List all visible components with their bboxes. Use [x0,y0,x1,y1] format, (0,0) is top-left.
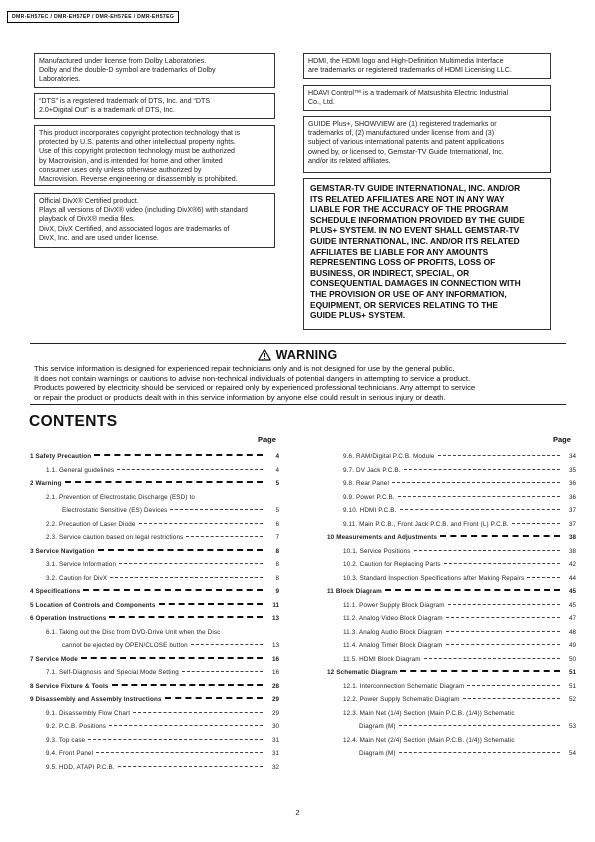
toc-entry[interactable] [30,628,279,642]
toc-entry-title: 12.3. Main Net (1/4) Section (Main P.C.B. (1/4)) Schematic [343,709,515,717]
toc-entry-page: 44 [568,574,576,582]
dot-leader [467,685,560,686]
dot-leader [81,657,263,659]
toc-entry-title: 11.3. Analog Audio Block Diagram [343,628,443,636]
toc-entry-page: 5 [275,480,279,487]
toc-entry-title: Diagram (M) [359,723,396,730]
disclaimer-line: GUIDE PLUS+ SYSTEM. [310,310,406,321]
dot-leader [117,469,263,470]
toc-entry-title: cannot be ejected by OPEN/CLOSE button [62,642,188,649]
toc-entry-title: 12 Schematic Diagram [327,669,398,676]
page-number: 2 [295,808,300,817]
macrovision-notice [34,125,275,186]
toc-entry-title: 7.1. Self-Diagnosis and Special Mode Setting [46,669,179,676]
dot-leader [438,455,560,456]
toc-entry[interactable] [327,628,576,642]
toc-entry[interactable] [30,560,279,574]
notice-line: Laboratories. [39,75,81,84]
toc-entry-title: 9.10. HDMI P.C.B. [343,507,397,514]
toc-entry-title: Electrostatic Sensitive (ES) Devices [62,507,168,514]
toc-entry[interactable] [327,614,576,628]
warning-line: This service information is designed for experienced repair technicians only and is not designed for use by the general public. [34,364,455,373]
toc-entry-page: 34 [568,453,576,460]
model-code-header: DMR-EH57EC / DMR-EH57EP / DMR-EH57EE / DMR-EH57EG [7,11,179,23]
toc-entry[interactable] [327,587,576,601]
toc-entry-title: 11.4. Analog Timer Block Diagram [343,642,443,649]
toc-entry-page: 16 [271,669,279,676]
gemstar-disclaimer [303,178,551,330]
toc-entry[interactable] [327,506,576,520]
contents-title: CONTENTS [29,413,118,430]
toc-entry-title: 9.2. P.C.B. Positions [46,723,107,730]
toc-entry[interactable] [327,533,576,547]
toc-entry-title: 9.11. Main P.C.B., Front Jack P.C.B. and Front (L) P.C.B. [343,520,509,528]
toc-entry-title: 11.1. Power Supply Block Diagram [343,601,445,609]
toc-entry-page: 49 [568,642,576,649]
toc-entry-title: 9.6. RAM/Digital P.C.B. Module [343,453,435,460]
warning-line: Products powered by electricity should be serviced or repaired only by experienced professional technicians. Any attempt to service [34,383,476,393]
toc-left-column [30,452,279,776]
toc-entry-title: 8 Service Fixture & Tools [30,682,109,690]
toc-entry-title: 9.4. Front Panel [46,750,94,757]
toc-entry[interactable] [30,452,279,466]
toc-entry-title: 2.2. Precaution of Laser Diode [46,520,136,528]
warning-text [34,364,566,402]
dot-leader [385,589,560,591]
toc-entry-title: 6 Operation Instructions [30,615,107,622]
dot-leader [463,698,560,699]
toc-entry-title: 12.2. Power Supply Schematic Diagram [343,696,460,703]
toc-entry-page: 45 [568,588,576,595]
notice-line: GUIDE Plus+, SHOWVIEW are (1) registered trademarks or [308,120,497,128]
toc-entry[interactable] [30,547,279,561]
toc-entry[interactable] [30,533,279,547]
notice-line: Macrovision. Reverse engineering or disassembly is prohibited. [39,175,238,184]
toc-entry-page: 51 [568,669,576,676]
dot-leader [88,739,263,740]
page-column-header-right: Page [553,435,571,444]
toc-entry[interactable] [30,520,279,534]
dot-leader [400,509,560,510]
dot-leader [444,563,560,564]
toc-entry-page: 8 [275,574,279,582]
warning-top-rule [30,343,566,344]
toc-entry[interactable] [30,709,279,723]
toc-entry[interactable] [327,466,576,480]
toc-entry[interactable] [327,695,576,709]
toc-entry[interactable] [327,682,576,696]
toc-entry-title: 9.1. Disassembly Flow Chart [46,709,131,717]
toc-entry-page: 31 [271,736,279,744]
toc-entry[interactable] [30,506,279,520]
notice-line: HDAVI Control™ is a trademark of Matsushita Electric Industrial [308,89,509,97]
toc-entry-title: 1.1. General guidelines [46,466,115,474]
dot-leader [119,563,263,564]
dot-leader [133,712,263,713]
toc-entry-page: 52 [568,696,576,703]
toc-entry-page: 36 [568,480,576,487]
dot-leader [110,577,263,578]
toc-entry[interactable] [30,587,279,601]
toc-entry-page: 13 [271,642,279,649]
dot-leader [448,604,560,605]
toc-entry-page: 36 [568,493,576,501]
notice-line: DivX, Inc. and are used under license. [39,233,159,242]
toc-entry-title: 9.8. Rear Panel [343,480,390,487]
toc-entry-page: 4 [275,453,279,460]
toc-entry-page: 8 [275,547,279,555]
notice-line: subject of various international patents and patent applications [308,138,504,147]
hdavi-notice [303,85,551,111]
toc-entry-title: 3.1. Service Information [46,561,117,568]
notice-line: HDMI, the HDMI logo and High-Definition Multimedia Interface [308,57,504,65]
dot-leader [512,523,560,524]
toc-entry[interactable] [30,668,279,682]
toc-right-column [327,452,576,763]
toc-entry-page: 51 [568,682,576,690]
toc-entry[interactable] [30,763,279,777]
notice-line: owned by, or licensed to, Gemstar-TV Guide International, Inc. [308,147,504,156]
dot-leader [109,616,263,618]
notice-line: “DTS” is a registered trademark of DTS, Inc. and “DTS [39,97,211,105]
notice-line: and/or its related affiliates. [308,156,391,165]
toc-entry-title: 11 Block Diagram [327,588,382,595]
dot-leader [446,617,560,618]
notice-line: trademarks of, (2) manufactured under license from and (3) [308,129,495,138]
notice-line: are trademarks or registered trademarks of HDMI Licensing LLC. [308,66,512,75]
notice-line: 2.0+Digital Out” is a trademark of DTS, Inc. [39,106,175,115]
toc-entry-title: 3 Service Navigation [30,547,95,555]
toc-entry[interactable] [327,560,576,574]
toc-entry[interactable] [30,736,279,750]
toc-entry-title: 11.5. HDMI Block Diagram [343,655,421,663]
dot-leader [446,644,560,645]
warning-title: WARNING [275,348,338,362]
toc-entry[interactable] [327,709,576,723]
toc-entry-title: 9.3. Top case [46,736,86,744]
disclaimer-line: CONSEQUENTIAL DAMAGES IN CONNECTION WITH [310,278,521,289]
toc-entry[interactable] [30,655,279,669]
toc-entry[interactable] [327,641,576,655]
toc-entry-page: 31 [271,750,279,757]
disclaimer-line: GUIDE INTERNATIONAL, INC. AND/OR ITS RELATED [310,235,520,246]
toc-entry-page: 32 [271,763,279,771]
dot-leader [186,536,263,537]
toc-entry-title: 9 Disassembly and Assembly Instructions [30,696,162,703]
disclaimer-line: REPRESENTING LOSS OF PROFITS, LOSS OF [310,257,496,268]
toc-entry-title: 7 Service Mode [30,655,78,663]
toc-entry-page: 16 [271,655,279,663]
toc-entry[interactable] [30,614,279,628]
toc-entry[interactable] [30,641,279,655]
disclaimer-line: GEMSTAR-TV GUIDE INTERNATIONAL, INC. AND/OR [310,183,521,193]
toc-entry-page: 48 [568,628,576,636]
dts-notice [34,93,275,119]
toc-entry-title: 12.4. Main Net (2/4) Section (Main P.C.B. (1/4)) Schematic [343,736,515,744]
toc-entry-page: 42 [568,561,576,568]
toc-entry-page: 13 [271,615,279,622]
disclaimer-line: EQUIPMENT, OR SERVICES RELATING TO THE [310,299,498,310]
disclaimer-line: ITS RELATED AFFILIATES ARE NOT IN ANY WAY [310,193,505,204]
toc-entry-page: 38 [568,547,576,555]
dot-leader [400,670,560,672]
toc-entry-page: 30 [271,723,279,730]
dot-leader [139,523,263,524]
disclaimer-line: LIABLE FOR THE ACCURACY OF THE PROGRAM [310,204,509,215]
toc-entry-title: 12.1. Interconnection Schematic Diagram [343,682,465,690]
toc-entry-title: 10.3. Standard Inspection Specifications after Making Repairs [343,574,525,582]
disclaimer-line: BUSINESS, OR INDIRECT, SPECIAL, OR [310,267,470,278]
toc-entry[interactable] [327,749,576,763]
dot-leader [446,631,560,632]
disclaimer-line: AFFILIATES BE LIABLE FOR ANY AMOUNTS [310,246,489,257]
notice-line: playback of DivX® media files. [39,215,135,224]
notice-line: by Macrovision, and is intended for home and other limited [39,156,223,165]
dot-leader [94,454,263,456]
toc-entry-page: 37 [568,520,576,528]
toc-entry[interactable] [30,574,279,588]
toc-entry-title: 5 Location of Controls and Components [30,601,156,609]
warning-line: or repair the product or products dealt with in this service information by anyone else could result in serious injury or death. [34,392,446,402]
toc-entry[interactable] [327,574,576,588]
dot-leader [182,671,263,672]
toc-entry[interactable] [327,655,576,669]
toc-entry-page: 45 [568,601,576,609]
toc-entry-title: 9.5. HDD, ATAPI P.C.B. [46,763,115,771]
toc-entry-title: 1 Safety Precaution [30,453,92,460]
toc-entry-page: 29 [271,696,279,703]
toc-entry-page: 53 [568,723,576,730]
toc-entry-page: 5 [275,507,279,514]
notice-line: Plays all versions of DivX® video (including DivX®6) with standard [39,206,248,215]
dot-leader [527,577,560,578]
toc-entry-page: 11 [272,601,279,609]
toc-entry-title: 2.3. Service caution based on legal restrictions [46,534,184,541]
toc-entry[interactable] [30,749,279,763]
toc-entry[interactable] [327,452,576,466]
toc-entry-page: 7 [275,534,279,541]
toc-entry-title: 2.1. Prevention of Electrostatic Discharge (ESD) to [46,493,196,501]
notice-line: DivX, DivX Certified, and associated logos are trademarks of [39,224,230,233]
disclaimer-line: PLUS+ SYSTEM. IN NO EVENT SHALL GEMSTAR-TV [310,225,520,236]
toc-entry-page: 9 [275,588,279,595]
toc-entry-title: Diagram (M) [359,750,396,757]
toc-entry-title: 9.9. Power P.C.B. [343,493,395,501]
toc-entry-title: 6.1. Taking out the Disc from DVD-Drive Unit when the Disc [46,628,221,636]
notice-line: consumer uses only unless otherwise authorized by [39,165,202,174]
toc-entry-title: 9.7. DV Jack P.C.B. [343,466,401,474]
dot-leader [424,658,560,659]
warning-triangle-icon [258,349,271,361]
warning-bottom-rule [30,404,566,405]
notice-line: Official DivX® Certified product. [39,197,139,205]
toc-entry[interactable] [327,668,576,682]
disclaimer-line: THE PROVISION OR USE OF ANY INFORMATION, [310,288,507,299]
toc-entry[interactable] [30,601,279,615]
page-column-header-left: Page [258,435,276,444]
dot-leader [392,482,560,483]
toc-entry[interactable] [327,736,576,750]
dot-leader [404,469,560,470]
toc-entry[interactable] [30,493,279,507]
notice-line: protected by U.S. patents and other intellectual property rights. [39,138,236,147]
toc-entry-title: 10.1. Service Positions [343,547,411,555]
dot-leader [165,697,263,699]
dot-leader [191,644,263,645]
guide-plus-notice [303,116,551,173]
toc-entry-page: 28 [271,682,279,690]
toc-entry-page: 38 [568,534,576,541]
notice-line: Co., Ltd. [308,98,335,107]
toc-entry-title: 4 Specifications [30,588,81,595]
dot-leader [414,550,560,551]
toc-entry-title: 10.2. Caution for Replacing Parts [343,561,441,568]
toc-entry-page: 4 [275,466,279,474]
dot-leader [98,549,263,551]
toc-entry-title: 2 Warning [30,480,62,487]
toc-entry-page: 37 [568,507,576,514]
toc-entry[interactable] [30,682,279,696]
divx-notice [34,193,275,248]
toc-entry[interactable] [327,493,576,507]
toc-entry-page: 6 [275,520,279,528]
notice-line: This product incorporates copyright protection technology that is [39,129,241,137]
dot-leader [65,481,263,483]
toc-entry-page: 29 [271,709,279,717]
toc-entry[interactable] [30,722,279,736]
toc-entry-page: 50 [568,655,576,663]
toc-entry[interactable] [30,466,279,480]
dot-leader [96,752,263,753]
toc-entry[interactable] [30,479,279,493]
notice-line: Use of this copyright protection technology must be authorized [39,147,235,156]
warning-heading [0,348,595,362]
toc-entry[interactable] [327,520,576,534]
toc-entry[interactable] [327,601,576,615]
toc-entry-title: 3.2. Caution for DivX [46,574,108,582]
toc-entry[interactable] [327,479,576,493]
toc-entry-page: 8 [275,561,279,568]
toc-entry-page: 47 [568,615,576,622]
toc-entry[interactable] [30,695,279,709]
notice-line: Dolby and the double-D symbol are trademarks of Dolby [39,66,216,75]
notice-line: Manufactured under license from Dolby Laboratories. [39,57,207,65]
dot-leader [159,603,263,605]
toc-entry-title: 10 Measurements and Adjustments [327,534,438,541]
toc-entry[interactable] [327,722,576,736]
dot-leader [398,496,560,497]
dot-leader [399,752,560,753]
toc-entry-page: 35 [568,466,576,474]
warning-line: It does not contain warnings or cautions to advise non-technical individuals of potential dangers in attempting to service a product. [34,373,471,383]
toc-entry[interactable] [327,547,576,561]
disclaimer-line: SCHEDULE INFORMATION PROVIDED BY THE GUIDE [310,214,525,225]
dot-leader [170,509,263,510]
toc-entry-title: 11.2. Analog Video Block Diagram [343,615,443,622]
toc-entry-page: 54 [568,750,576,757]
dot-leader [118,766,263,767]
dolby-notice [34,53,275,88]
hdmi-notice [303,53,551,79]
dot-leader [109,725,263,726]
dot-leader [112,684,263,686]
dot-leader [83,589,263,591]
dot-leader [399,725,560,726]
dot-leader [440,535,560,537]
